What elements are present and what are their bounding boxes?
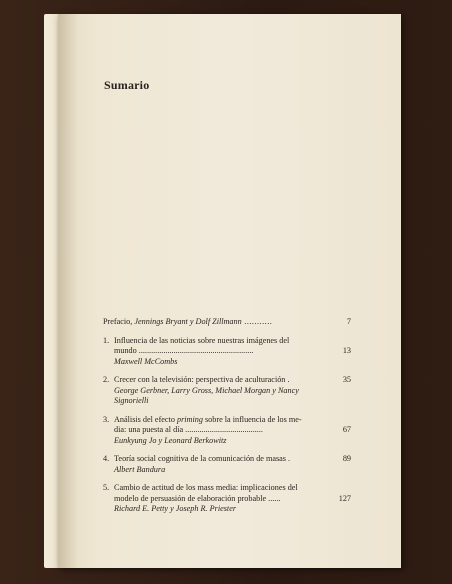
entry-title-line: Influencia de las noticias sobre nuestras imágenes del xyxy=(114,335,290,345)
preface-page: 7 xyxy=(346,317,351,326)
entry-page: 89 xyxy=(342,454,351,463)
toc-entry-3 xyxy=(103,415,351,447)
entry-author: Maxwell McCombs xyxy=(114,356,178,366)
entry-title-line: Análisis del efecto priming sobre la influencia de los me- xyxy=(114,414,302,424)
entry-page: 67 xyxy=(342,425,351,434)
entry-page: 127 xyxy=(338,493,351,503)
entry-title-line: Crecer con la televisión: perspectiva de aculturación . xyxy=(114,375,290,384)
table-of-contents xyxy=(103,317,351,523)
entry-title-line: dia: una puesta al día ...................................... xyxy=(114,425,263,434)
entry-number: 2. xyxy=(103,375,110,384)
toc-entry-1 xyxy=(103,336,351,368)
page-title: Sumario xyxy=(104,78,150,92)
entry-number: 5. xyxy=(103,483,110,492)
preface-authors: Jennings Bryant y Dolf Zillmann xyxy=(134,317,242,326)
entry-number: 4. xyxy=(103,454,110,463)
preface-entry xyxy=(103,317,351,328)
entry-number: 3. xyxy=(103,414,110,424)
entry-title-line: Teoría social cognitiva de la comunicación de masas . xyxy=(114,454,291,463)
toc-entry-5 xyxy=(103,483,351,515)
preface-label: Prefacio, xyxy=(103,317,135,326)
entry-page: 35 xyxy=(342,375,351,384)
spine-shadow xyxy=(58,14,78,568)
preface-dots: ........... xyxy=(241,317,273,326)
entry-author: Eunkyung Jo y Leonard Berkowitz xyxy=(114,435,227,445)
entry-page: 13 xyxy=(342,346,351,355)
entry-author: Albert Bandura xyxy=(114,464,166,474)
toc-entry-2 xyxy=(103,375,351,407)
entry-title-line: Cambio de actitud de los mass media: implicaciones del xyxy=(114,483,298,492)
entry-author: Richard E. Petty y Joseph R. Priester xyxy=(114,504,237,513)
italic-term: priming xyxy=(176,414,203,424)
toc-entry-4 xyxy=(103,454,351,475)
entry-title-line: modelo de persuasión de elaboración probable ...... xyxy=(114,493,281,503)
entry-title-line: mundo ........................................................ xyxy=(114,346,254,355)
entry-number: 1. xyxy=(103,335,110,345)
entry-author: George Gerbner, Larry Gross, Michael Morgan y Nancy Signorielli xyxy=(114,385,299,405)
